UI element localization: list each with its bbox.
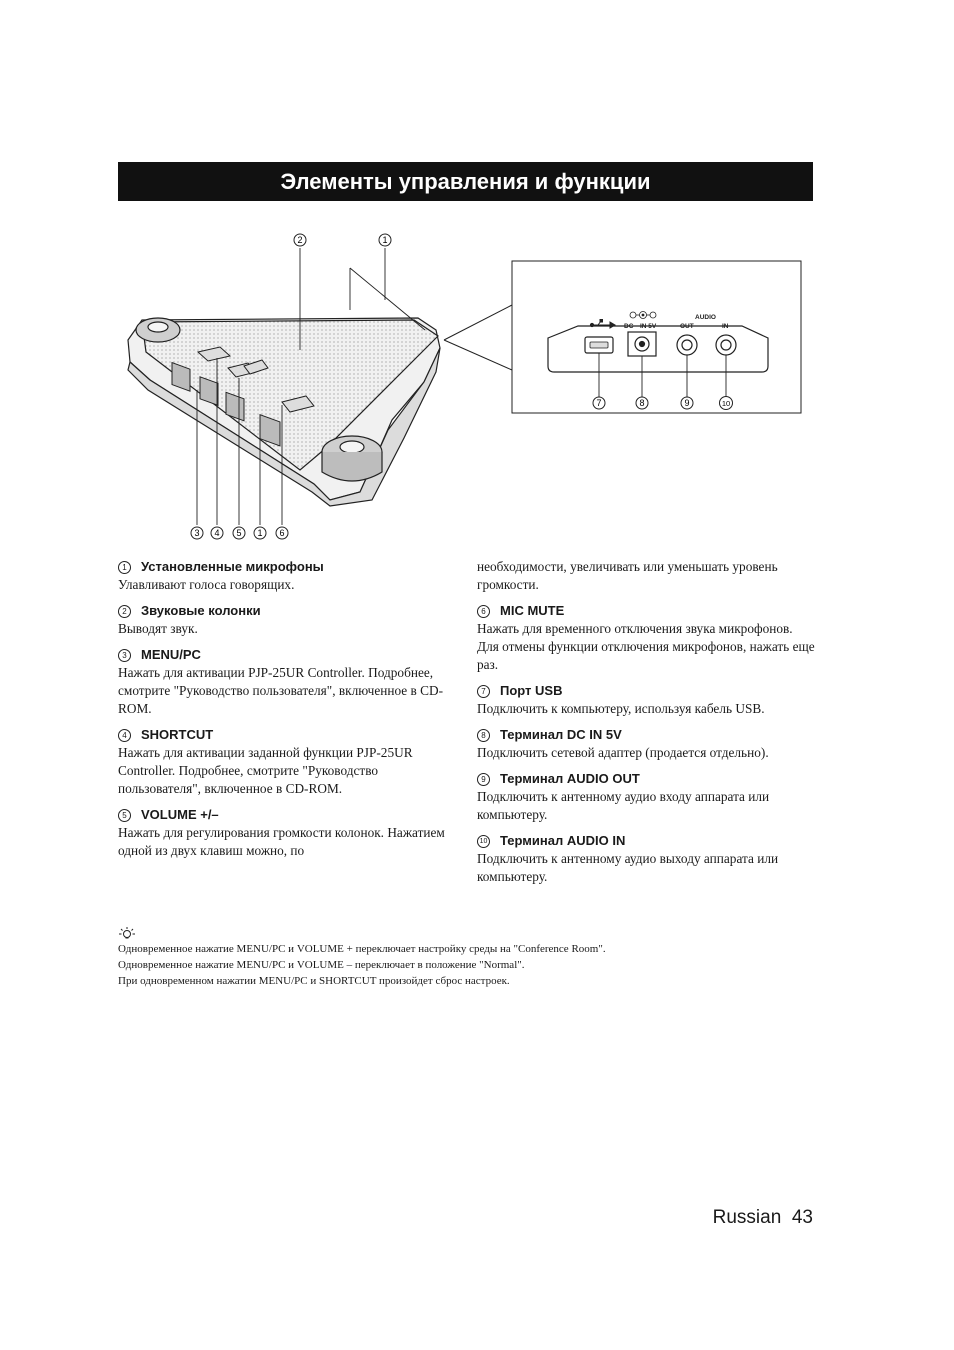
callout-1: 1 bbox=[382, 235, 388, 245]
entry-text: Подключить к антенному аудио выходу аппарата или компьютеру. bbox=[477, 851, 779, 884]
entry-title: Установленные микрофоны bbox=[141, 559, 324, 574]
description-column-right bbox=[477, 558, 817, 894]
microphone-left bbox=[136, 318, 180, 342]
entry-number: 1 bbox=[118, 561, 131, 574]
speakerphone-body bbox=[128, 318, 440, 506]
entry-title: MIC MUTE bbox=[500, 603, 565, 618]
label-in: IN bbox=[722, 323, 729, 330]
entry-number: 7 bbox=[477, 685, 490, 698]
entry-number: 8 bbox=[477, 729, 490, 742]
callout-3: 3 bbox=[194, 528, 200, 538]
entry-title: Терминал AUDIO IN bbox=[500, 833, 626, 848]
entry-title: Порт USB bbox=[500, 683, 563, 698]
callout-9: 9 bbox=[684, 398, 690, 408]
zoom-lines bbox=[444, 305, 512, 370]
top-callouts bbox=[294, 234, 391, 246]
tips-section bbox=[118, 926, 818, 989]
entry-menu-pc bbox=[118, 646, 448, 718]
entry-title: Терминал DC IN 5V bbox=[500, 727, 622, 742]
device-diagram bbox=[0, 0, 954, 560]
entry-microphones bbox=[118, 558, 448, 594]
entry-text: Подключить сетевой адаптер (продается отдельно). bbox=[477, 745, 769, 760]
rear-panel-detail bbox=[512, 261, 801, 413]
label-dc: DC bbox=[624, 323, 634, 330]
entry-number: 2 bbox=[118, 605, 131, 618]
entry-title: VOLUME +/– bbox=[141, 807, 219, 822]
entry-text: Выводят звук. bbox=[118, 621, 198, 636]
entry-title: MENU/PC bbox=[141, 647, 201, 662]
entry-number: 5 bbox=[118, 809, 131, 822]
entry-title: Звуковые колонки bbox=[141, 603, 261, 618]
entry-number: 4 bbox=[118, 729, 131, 742]
entry-text: Нажать для временного отключения звука микрофонов. Для отмены функции отключения микрофонов, нажать еще раз. bbox=[477, 621, 815, 672]
callout-4: 4 bbox=[214, 528, 220, 538]
label-in5v: IN 5V bbox=[640, 323, 657, 330]
callout-7: 7 bbox=[596, 398, 602, 408]
entry-dc-in bbox=[477, 726, 817, 762]
description-column-left bbox=[118, 558, 448, 868]
entry-number: 10 bbox=[477, 835, 490, 848]
entry-mic-mute bbox=[477, 602, 817, 674]
entry-text: Нажать для активации заданной функции PJP-25UR Controller. Подробнее, смотрите "Руководство пользователя", включенное в CD-ROM. bbox=[118, 745, 413, 796]
page-title: Элементы управления и функции bbox=[118, 162, 813, 201]
tip-line: Одновременное нажатие MENU/PC и VOLUME + переключает настройку среды на "Conference Room". bbox=[118, 943, 606, 955]
page-number: 43 bbox=[791, 1207, 813, 1228]
entry-number: 6 bbox=[477, 605, 490, 618]
entry-title: Терминал AUDIO OUT bbox=[500, 771, 640, 786]
callout-1b: 1 bbox=[257, 528, 263, 538]
entry-number: 3 bbox=[118, 649, 131, 662]
microphone-right bbox=[322, 436, 382, 481]
callout-10: 10 bbox=[721, 399, 731, 408]
entry-speakers bbox=[118, 602, 448, 638]
callout-8: 8 bbox=[639, 398, 645, 408]
tip-line: Одновременное нажатие MENU/PC и VOLUME – переключает в положение "Normal". bbox=[118, 959, 525, 971]
callout-2: 2 bbox=[297, 235, 303, 245]
footer-language: Russian bbox=[712, 1207, 782, 1228]
tip-line: При одновременном нажатии MENU/PC и SHORTCUT произойдет сброс настроек. bbox=[118, 975, 510, 987]
entry-number: 9 bbox=[477, 773, 490, 786]
entry-text: Подключить к компьютеру, используя кабель USB. bbox=[477, 701, 765, 716]
callout-6: 6 bbox=[279, 528, 285, 538]
entry-volume bbox=[118, 806, 448, 860]
entry-text: Нажать для регулирования громкости колонок. Нажатием одной из двух клавиш можно, по bbox=[118, 825, 445, 858]
entry-audio-out bbox=[477, 770, 817, 824]
entry-text: Подключить к антенному аудио входу аппарата или компьютеру. bbox=[477, 789, 770, 822]
entry-audio-in bbox=[477, 832, 817, 886]
volume-continuation: необходимости, увеличивать или уменьшать уровень громкости. bbox=[477, 559, 778, 592]
bottom-callouts bbox=[191, 527, 288, 539]
lightbulb-tip-icon bbox=[118, 926, 136, 940]
entry-text: Нажать для активации PJP-25UR Controller. Подробнее, смотрите "Руководство пользователя", включенное в CD-ROM. bbox=[118, 665, 444, 716]
entry-title: SHORTCUT bbox=[141, 727, 214, 742]
entry-text: Улавливают голоса говорящих. bbox=[118, 577, 295, 592]
entry-usb-port bbox=[477, 682, 817, 718]
callout-5: 5 bbox=[236, 528, 242, 538]
label-out: OUT bbox=[680, 323, 694, 330]
label-audio: AUDIO bbox=[695, 314, 716, 321]
page-footer bbox=[710, 1206, 813, 1230]
entry-shortcut bbox=[118, 726, 448, 798]
